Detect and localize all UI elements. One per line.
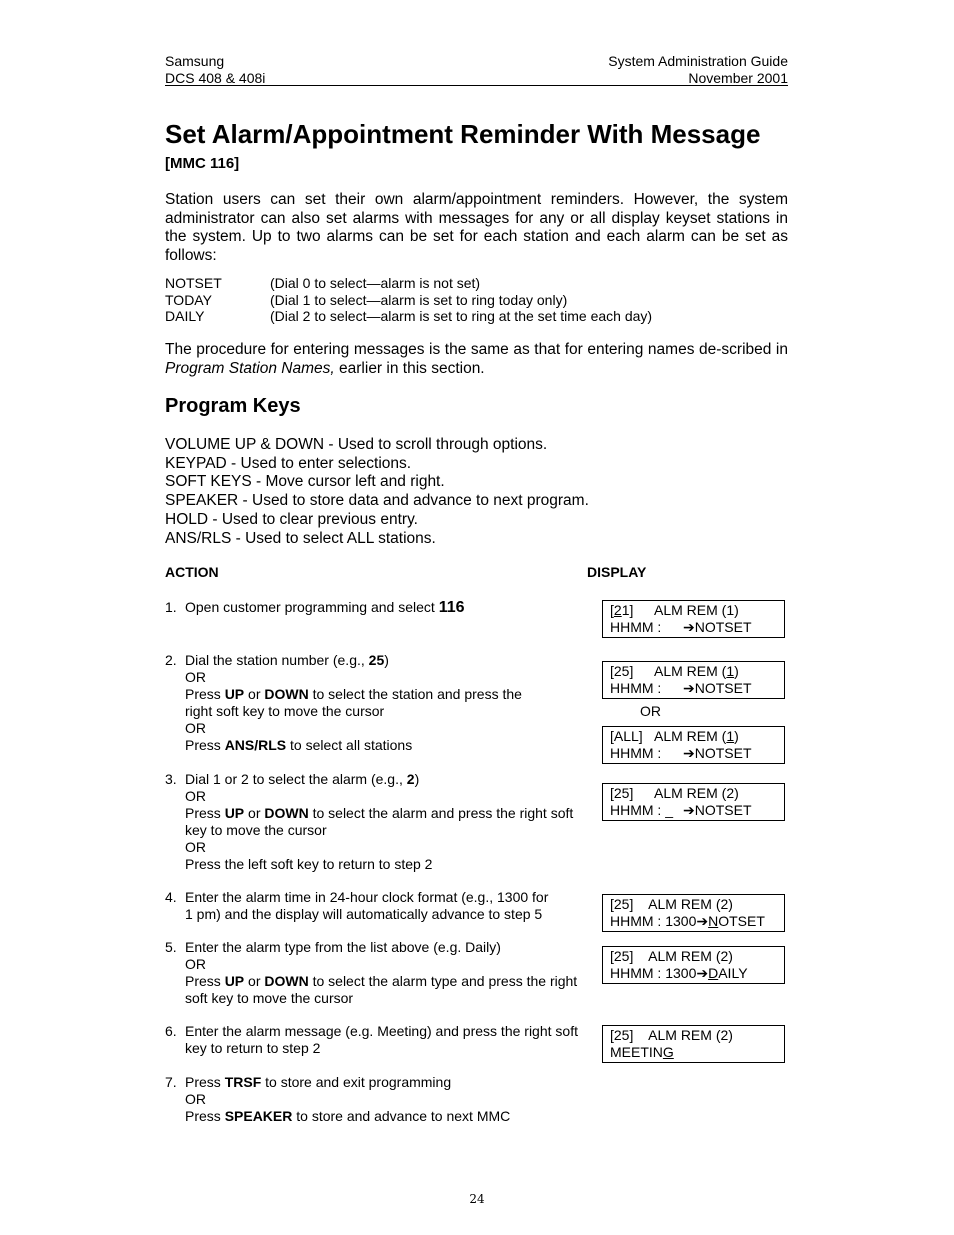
header-guide-title: System Administration Guide (608, 53, 788, 69)
alarm-type-desc: (Dial 1 to select—alarm is set to ring today only) (270, 291, 568, 308)
step-number: 1. (165, 599, 177, 615)
or-separator: OR (185, 788, 206, 804)
program-keys-heading: Program Keys (165, 395, 301, 417)
key-up: UP (224, 805, 245, 821)
step-text: Dial the station number (e.g., (185, 652, 369, 668)
step-4 (165, 889, 600, 923)
step-number: 3. (165, 771, 177, 787)
lcd-cursor: D (708, 965, 719, 981)
lcd-text: [25] ALM REM (2) (610, 896, 733, 912)
lcd-text: ➔NOTSET (683, 680, 752, 696)
lcd-text: MEETIN (610, 1044, 663, 1060)
lcd-display-step6 (602, 1025, 785, 1063)
step-number: 7. (165, 1074, 177, 1090)
alarm-type-row (165, 308, 652, 325)
page-number: 24 (469, 1192, 485, 1206)
step-text: or (244, 973, 265, 989)
mmc-number: 116 (438, 599, 465, 616)
step-text: to select the alarm and press the right soft (308, 805, 574, 821)
lcd-text: [ (610, 602, 614, 618)
lcd-cursor: 1 (726, 728, 735, 744)
header-model: DCS 408 & 408i (165, 70, 266, 86)
step-text: Press (185, 1108, 225, 1124)
step-text: Press (185, 973, 225, 989)
step-number: 2. (165, 652, 177, 668)
step-text: to select the alarm type and press the right (308, 973, 578, 989)
procedure-paragraph (165, 341, 788, 378)
key-down: DOWN (264, 805, 309, 821)
lcd-text: [25] (610, 785, 634, 801)
alarm-type-row (165, 292, 652, 309)
action-column-header: ACTION (165, 564, 219, 580)
lcd-text: HHMM : (610, 745, 662, 761)
lcd-cursor: G (662, 1044, 674, 1060)
lcd-cursor: 2 (613, 602, 622, 618)
lcd-text: ALM REM (1) (654, 602, 739, 618)
lcd-display-step4 (602, 894, 785, 932)
or-separator: OR (185, 1091, 206, 1107)
step-2 (165, 652, 600, 754)
step-text: Press the left soft key to return to step 2 (185, 856, 433, 872)
alarm-type-name: NOTSET (165, 275, 222, 291)
lcd-cursor: N (708, 913, 719, 929)
header-date: November 2001 (688, 70, 788, 86)
lcd-display-step2-all (602, 726, 785, 764)
key-ans-rls: ANS/RLS (224, 737, 287, 753)
program-keys-list (165, 436, 589, 548)
program-key-item: SPEAKER - Used to store data and advance to next program. (165, 492, 589, 510)
procedure-text: The procedure for entering messages is the same as that for entering names de-scribed in (165, 341, 788, 358)
step-3 (165, 771, 600, 873)
alarm-type-desc: (Dial 0 to select—alarm is not set) (270, 275, 481, 291)
step-text: Enter the alarm type from the list above (e.g. Daily) (185, 939, 501, 955)
step-text: to select the station and press the (308, 686, 522, 702)
step-text: soft key to move the cursor (185, 990, 354, 1006)
step-text: 1 pm) and the display will automatically advance to step 5 (185, 906, 543, 922)
key-up: UP (224, 973, 245, 989)
display-or-separator: OR (640, 703, 661, 719)
step-text: Press (185, 805, 225, 821)
lcd-text: AILY (718, 965, 748, 981)
step-text: Dial 1 or 2 to select the alarm (e.g., (185, 771, 407, 787)
step-text: right soft key to move the cursor (185, 703, 385, 719)
lcd-text: ➔NOTSET (683, 745, 752, 761)
step-text: Enter the alarm message (e.g. Meeting) and press the right soft (185, 1023, 578, 1039)
step-text: ) (384, 652, 389, 668)
program-key-item: VOLUME UP & DOWN - Used to scroll through options. (165, 436, 548, 453)
program-key-item: ANS/RLS - Used to select ALL stations. (165, 529, 436, 547)
lcd-text: [25] (610, 663, 634, 679)
lcd-text: [25] ALM REM (2) (610, 1027, 733, 1043)
step-6 (165, 1023, 600, 1057)
alarm-type-name: TODAY (165, 291, 212, 308)
step-example: 2 (406, 771, 415, 787)
procedure-reference: Program Station Names, (165, 359, 335, 377)
step-example: 25 (368, 652, 385, 668)
mmc-code: [MMC 116] (165, 155, 240, 172)
key-speaker: SPEAKER (224, 1108, 293, 1124)
step-text: to store and exit programming (261, 1074, 452, 1090)
header-rule (165, 85, 788, 86)
or-separator: OR (185, 839, 206, 855)
lcd-text: HHMM : 1300➔ (610, 913, 709, 929)
step-number: 6. (165, 1023, 177, 1039)
step-text: or (244, 686, 265, 702)
step-text: Enter the alarm time in 24-hour clock format (e.g., 1300 for (185, 889, 549, 905)
lcd-text: HHMM : _ (610, 802, 673, 818)
program-key-item: SOFT KEYS - Move cursor left and right. (165, 473, 445, 491)
step-text: to store and advance to next MMC (292, 1108, 511, 1124)
lcd-text: ➔NOTSET (683, 802, 752, 818)
lcd-text: ALM REM (2) (654, 785, 739, 801)
step-text: Open customer programming and select (185, 599, 439, 615)
header-brand: Samsung (165, 53, 225, 69)
alarm-type-name: DAILY (165, 308, 205, 324)
lcd-text: ALM REM ( (654, 663, 727, 679)
lcd-text: ➔NOTSET (683, 619, 752, 635)
lcd-display-step2 (602, 661, 785, 699)
program-key-item: HOLD - Used to clear previous entry. (165, 510, 418, 528)
lcd-text: HHMM : (610, 680, 662, 696)
step-text: Press (185, 686, 225, 702)
step-text: or (244, 805, 265, 821)
alarm-type-desc: (Dial 2 to select—alarm is set to ring at the set time each day) (270, 308, 653, 324)
alarm-type-row (165, 275, 652, 292)
step-text: key to return to step 2 (185, 1040, 321, 1056)
step-text: key to move the cursor (185, 822, 327, 838)
lcd-text: ALM REM ( (654, 728, 727, 744)
lcd-text: [ALL] (610, 728, 643, 744)
step-number: 5. (165, 939, 177, 955)
or-separator: OR (185, 669, 206, 685)
step-text: ) (414, 771, 420, 787)
lcd-text: 1] (621, 602, 634, 618)
page-title: Set Alarm/Appointment Reminder With Message (165, 119, 761, 149)
lcd-display-step1 (602, 600, 785, 638)
key-up: UP (224, 686, 245, 702)
or-separator: OR (185, 720, 206, 736)
step-number: 4. (165, 889, 177, 905)
key-down: DOWN (264, 973, 309, 989)
step-text: Press (185, 1074, 225, 1090)
key-down: DOWN (264, 686, 309, 702)
intro-paragraph: Station users can set their own alarm/appointment reminders. However, the system administrator can also set alarms with messages for any or all display keyset stations in the system. Up to two alarms can be set for each station and each alarm can be set as follows: (165, 191, 788, 264)
display-column-header: DISPLAY (587, 564, 647, 580)
program-key-item: KEYPAD - Used to enter selections. (165, 454, 412, 472)
step-5 (165, 939, 600, 1007)
header-right (608, 53, 788, 87)
key-trsf: TRSF (224, 1074, 262, 1090)
or-separator: OR (185, 956, 206, 972)
step-text: Press (185, 737, 225, 753)
lcd-text: HHMM : 1300➔ (610, 965, 709, 981)
step-1 (165, 599, 600, 616)
lcd-text: HHMM : (610, 619, 662, 635)
header-left (165, 53, 265, 87)
step-text: to select all stations (286, 737, 413, 753)
lcd-text: ) (734, 728, 739, 744)
lcd-display-step5 (602, 946, 785, 984)
procedure-text-end: earlier in this section. (334, 359, 485, 377)
lcd-text: ) (734, 663, 739, 679)
lcd-cursor: 1 (726, 663, 735, 679)
alarm-type-list (165, 275, 652, 325)
lcd-text: OTSET (718, 913, 765, 929)
lcd-text: [25] ALM REM (2) (610, 948, 733, 964)
step-7 (165, 1074, 600, 1125)
lcd-display-step3 (602, 783, 785, 821)
